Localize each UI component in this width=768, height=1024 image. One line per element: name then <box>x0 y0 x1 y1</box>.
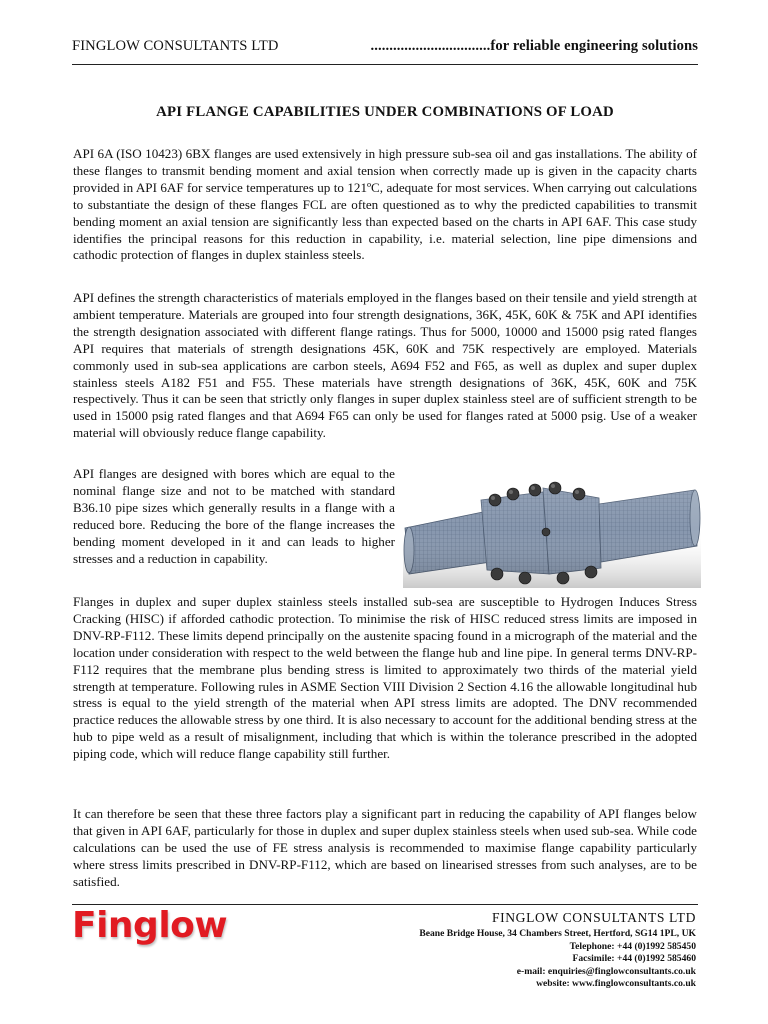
finglow-logo: Finglow <box>72 905 228 946</box>
contact-block <box>276 910 696 991</box>
footer-telephone: Telephone: +44 (0)1992 585450 <box>569 940 696 952</box>
footer-facsimile: Facsimile: +44 (0)1992 585460 <box>572 953 696 965</box>
paragraph-intro: API 6A (ISO 10423) 6BX flanges are used extensively in high pressure sub-sea oil and gas installations. The ability of these flanges to transmit bending moment and axial tension when correctly made up is given in the capacity charts provided in API 6AF for service temperatures up to 121ºC, adequate for most services. When carrying out calculations to substantiate the design of these flanges FCL are often questioned as to why the predicted capabilities to transmit bending moment an axial tension are significantly less than expected based on the charts in API 6AF. This case study identifies the principal reasons for this reduction in capability, i.e. material selection, line pipe dimensions and cathodic protection of flanges in duplex stainless steels. <box>73 146 697 263</box>
footer-website[interactable]: website: www.finglowconsultants.co.uk <box>536 978 696 990</box>
paragraph-materials: API defines the strength characteristics of materials employed in the flanges based on their tensile and yield strength at ambient temperature. Materials are grouped into four strength designations, 36K, 45K, 60K & 75K and API identifies the strength designation associated with different flange ratings. Thus for 5000, 10000 and 15000 psig rated flanges API requires that materials of strength designations 45K, 60K and 75K respectively are employed. Materials commonly used in sub-sea applications are carbon steels, A694 F52 and F65, as well as duplex and super duplex stainless steels A182 F51 and F55. These materials have strength designations of 36K, 45K, 60K and 75K respectively. Thus it can be seen that strictly only flanges in super duplex stainless steel are of sufficient strength to be used in 15000 psig rated flanges and that A694 F65 can only be used for flanges rated at 5000 psig. Use of a weaker material will obviously reduce flange capability. <box>73 290 697 441</box>
footer-address: Beane Bridge House, 34 Chambers Street, Hertford, SG14 1PL, UK <box>419 928 696 939</box>
document-title: API FLANGE CAPABILITIES UNDER COMBINATIONS OF LOAD <box>156 104 614 120</box>
header-company: FINGLOW CONSULTANTS LTD <box>72 38 279 54</box>
paragraph-hisc: Flanges in duplex and super duplex stainless steels installed sub-sea are susceptible to Hydrogen Induces Stress Cracking (HISC) if afforded cathodic protection. To minimise the risk of HISC reduced stress limits are imposed in DNV-RP-F112. These limits depend principally on the austenite spacing found in a micrograph of the material and the location under consideration with respect to the weld between the flange hub and line pipe. In general terms DNV-RP-F112 requires that the membrane plus bending stress is limited to approximately two thirds of the material yield strength at temperature. Following rules in ASME Section VIII Division 2 Section 4.16 the allowable longitudinal hub stress is equal to the yield strength of the material when API stress limits are adopted. The DNV recommended practice reduces the allowable stress by one third. It is also necessary to account for the additional bending stress at the hub to pipe weld as a result of misalignment, including that which is within the tolerance prescribed in the adopted piping code, which will reduce flange capability still further. <box>73 594 697 762</box>
footer-company: FINGLOW CONSULTANTS LTD <box>491 910 696 925</box>
flange-fe-model-image <box>403 470 701 588</box>
footer-email[interactable]: e-mail: enquiries@finglowconsultants.co.uk <box>516 965 696 977</box>
paragraph-conclusion: It can therefore be seen that these three factors play a significant part in reducing the capability of API flanges below that given in API 6AF, particularly for those in duplex and super duplex stainless steels when used sub-sea. While code calculations can be used the use of FE stress analysis is recommended to maximise flange capability particularly where stress limits prescribed in DNV-RP-F112, which are based on linearised stresses from such analyses, are to be satisfied. <box>73 806 697 889</box>
paragraph-bores: API flanges are designed with bores which are equal to the nominal flange size and not to be matched with standard B36.10 pipe sizes which generally results in a flange with a reduced bore. Reducing the bore of the flange increases the bending moment developed in it and can leads to higher stresses and a reduction in capability. <box>73 466 395 566</box>
header-tagline: ................................for reliable engineering solutions <box>370 38 698 54</box>
page-header <box>72 38 698 65</box>
